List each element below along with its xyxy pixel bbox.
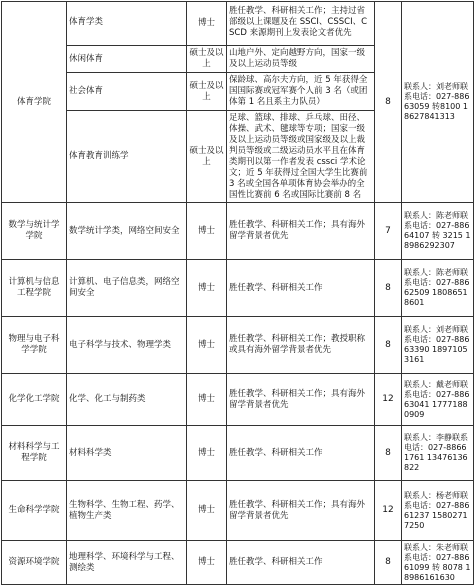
college-cell: 计算机与信息工程学院 xyxy=(2,260,67,317)
requirement-cell: 胜任教学、科研相关工作 xyxy=(227,541,375,585)
contact-cell: 联系人：陈老师联系电话：027-88664107 转 3215 18986292307 xyxy=(402,203,474,260)
college-cell: 物理与电子科学学院 xyxy=(2,317,67,374)
major-cell: 电子科学与技术、物理学类 xyxy=(67,317,187,374)
contact-cell: 联系人：陈老师联系电话：027-88662509 18086518601 xyxy=(402,260,474,317)
contact-cell: 联系人：刘老师联系电话：027-88663390 18971053161 xyxy=(402,317,474,374)
table-row xyxy=(2,374,474,426)
table-row xyxy=(2,260,474,317)
major-cell: 材料科学类 xyxy=(67,426,187,481)
degree-cell: 硕士及以上 xyxy=(187,46,227,73)
degree-cell: 博士 xyxy=(187,481,227,541)
requirement-cell: 胜任教学、科研相关工作；具有海外留学背景者优先 xyxy=(227,481,375,541)
table-row xyxy=(2,426,474,481)
requirement-cell: 胜任教学、科研相关工作；具有海外留学背景者优先 xyxy=(227,374,375,426)
contact-cell: 联系人：戴老师联系电话：027-88663041 17771880909 xyxy=(402,374,474,426)
degree-cell: 硕士及以上 xyxy=(187,73,227,111)
college-cell: 体育学院 xyxy=(2,2,67,203)
count-cell: 8 xyxy=(375,260,402,317)
college-cell: 数学与统计学学院 xyxy=(2,203,67,260)
contact-cell: 联系人：杨老师联系电话：027-88661237 15802717250 xyxy=(402,481,474,541)
count-cell: 7 xyxy=(375,203,402,260)
college-cell: 生命科学学院 xyxy=(2,481,67,541)
college-cell: 资源环境学院 xyxy=(2,541,67,585)
degree-cell: 博士 xyxy=(187,426,227,481)
table-row xyxy=(2,481,474,541)
contact-cell: 联系人：李静联系电话：027-88661761 13476136822 xyxy=(402,426,474,481)
contact-cell: 联系人：刘老师联系电话：027-88663059 转8100 18627841313 xyxy=(402,2,474,203)
major-cell: 社会体育 xyxy=(67,73,187,111)
requirement-cell: 足球、篮球、排球、乒乓球、田径、体操、武术、毽球等专项；国家一级及以上运动员等级或国家级及以上裁判员等级或二级运动员水平且在体育类期刊以第一作者发表 cssci 学术论文；近 5 年获得过全国大学生比赛前 3 名或全国各单项体育协会举办的全国性比赛前 6 名或国际比赛前 8 名 xyxy=(227,111,375,203)
degree-cell: 博士 xyxy=(187,260,227,317)
table-row xyxy=(2,2,474,46)
contact-cell: 联系人：朱老师联系电话：027-88661099 转 8078 18986161630 xyxy=(402,541,474,585)
count-cell: 8 xyxy=(375,317,402,374)
requirement-cell: 保龄球、高尔夫方向，近 5 年获得全国国际赛或冠军赛个人前 3 名（或团体第 1 名且系主力队员） xyxy=(227,73,375,111)
major-cell: 体育学类 xyxy=(67,2,187,46)
degree-cell: 博士 xyxy=(187,203,227,260)
college-cell: 材料科学与工程学院 xyxy=(2,426,67,481)
major-cell: 生物科学、生物工程、药学、植物生产类 xyxy=(67,481,187,541)
count-cell: 8 xyxy=(375,426,402,481)
major-cell: 体育教育训练学 xyxy=(67,111,187,203)
major-cell: 休闲体育 xyxy=(67,46,187,73)
degree-cell: 博士 xyxy=(187,317,227,374)
requirement-cell: 胜任教学、科研相关工作；教授职称或具有海外留学背景者优先 xyxy=(227,317,375,374)
requirement-cell: 胜任教学、科研相关工作；主持过省部级以上课题及在 SSCI、CSSCI、CSCD 来源期刊上发表论文者优先 xyxy=(227,2,375,46)
count-cell: 12 xyxy=(375,374,402,426)
degree-cell: 博士 xyxy=(187,2,227,46)
college-cell: 化学化工学院 xyxy=(2,374,67,426)
major-cell: 地理科学、环境科学与工程、测绘类 xyxy=(67,541,187,585)
major-cell: 计算机、电子信息类，网络空间安全 xyxy=(67,260,187,317)
recruitment-table xyxy=(1,1,474,585)
requirement-cell: 胜任教学、科研相关工作 xyxy=(227,426,375,481)
degree-cell: 博士 xyxy=(187,374,227,426)
major-cell: 化学、化工与制药类 xyxy=(67,374,187,426)
requirement-cell: 胜任教学、科研相关工作；具有海外留学背景者优先 xyxy=(227,203,375,260)
degree-cell: 硕士及以上 xyxy=(187,111,227,203)
count-cell: 8 xyxy=(375,541,402,585)
requirement-cell: 胜任教学、科研相关工作 xyxy=(227,260,375,317)
major-cell: 数学统计学类，网络空间安全 xyxy=(67,203,187,260)
table-row xyxy=(2,203,474,260)
count-cell: 12 xyxy=(375,481,402,541)
count-cell: 8 xyxy=(375,2,402,203)
table-row xyxy=(2,317,474,374)
degree-cell: 博士 xyxy=(187,541,227,585)
requirement-cell: 山地户外、定向越野方向，国家一级及以上运动员等级 xyxy=(227,46,375,73)
table-row xyxy=(2,541,474,585)
